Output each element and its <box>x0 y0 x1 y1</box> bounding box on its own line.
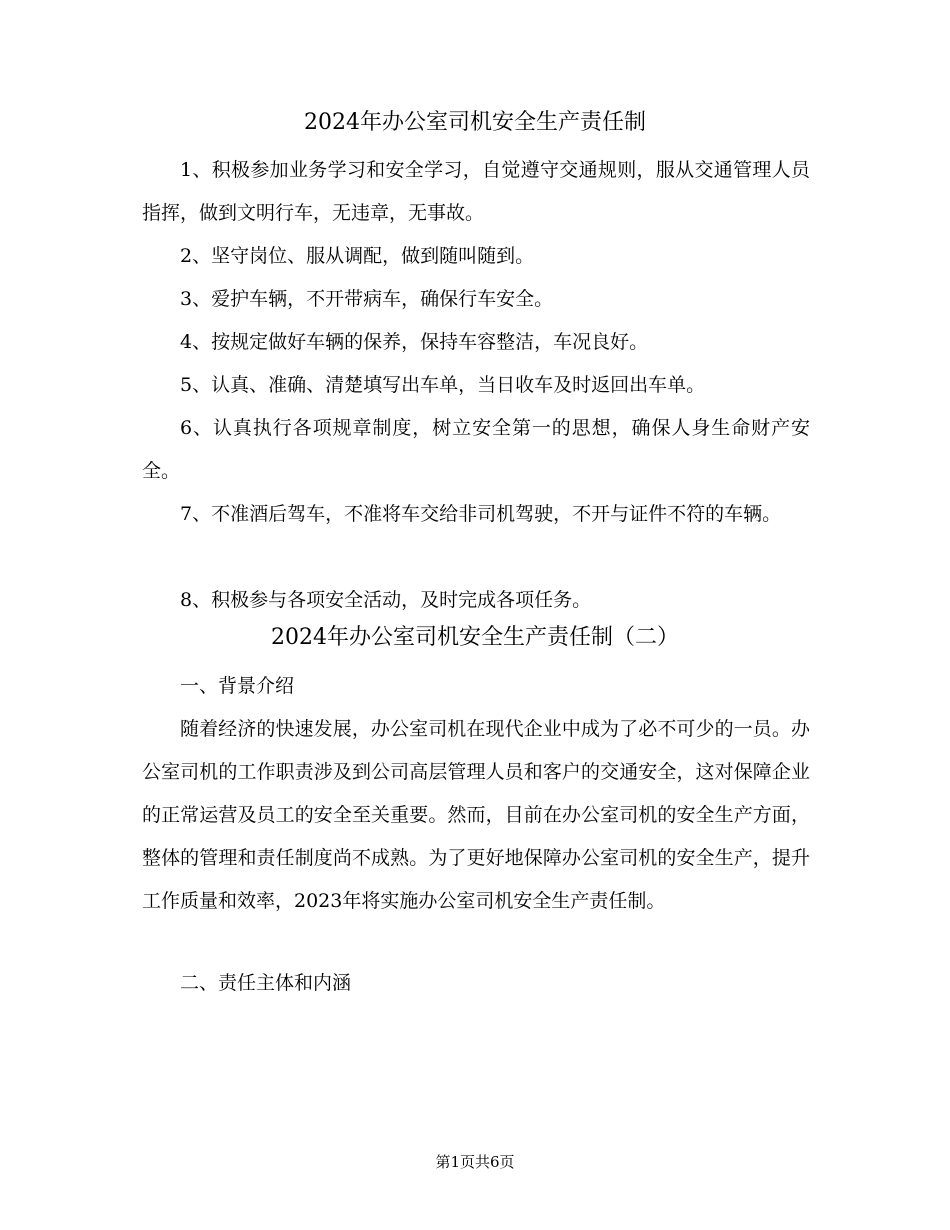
section-title-2: 2024年办公室司机安全生产责任制（二） <box>271 625 679 650</box>
list-item-5: 5、认真、准确、清楚填写出车单，当日收车及时返回出车单。 <box>180 374 706 396</box>
document-title: 2024年办公室司机安全生产责任制 <box>304 110 646 135</box>
list-item-3: 3、爱护车辆，不开带病车，确保行车安全。 <box>180 288 554 310</box>
list-item-2: 2、坚守岗位、服从调配，做到随叫随到。 <box>180 245 535 267</box>
list-item-6: 6、认真执行各项规章制度，树立安全第一的思想，确保人身生命财产安全。 <box>142 417 810 482</box>
list-item-8: 8、积极参与各项安全活动，及时完成各项任务。 <box>180 589 592 611</box>
list-item-1: 1、积极参加业务学习和安全学习，自觉遵守交通规则，服从交通管理人员指挥，做到文明行车，无违章，无事故。 <box>142 159 810 224</box>
page-number: 第1页共6页 <box>435 1153 515 1171</box>
section-heading-responsibility: 二、责任主体和内涵 <box>180 972 352 994</box>
background-paragraph: 随着经济的快速发展，办公室司机在现代企业中成为了必不可少的一员。办公室司机的工作职责涉及到公司高层管理人员和客户的交通安全，这对保障企业的正常运营及员工的安全至关重要。然而，目前在办公室司机的安全生产方面，整体的管理和责任制度尚不成熟。为了更好地保障办公室司机的安全生产，提升工作质量和效率，2023年将实施办公室司机安全生产责任制。 <box>142 718 810 912</box>
section-heading-background: 一、背景介绍 <box>180 675 295 697</box>
list-item-7: 7、不准酒后驾车，不准将车交给非司机驾驶，不开与证件不符的车辆。 <box>180 503 782 525</box>
list-item-4: 4、按规定做好车辆的保养，保持车容整洁，车况良好。 <box>180 331 649 353</box>
